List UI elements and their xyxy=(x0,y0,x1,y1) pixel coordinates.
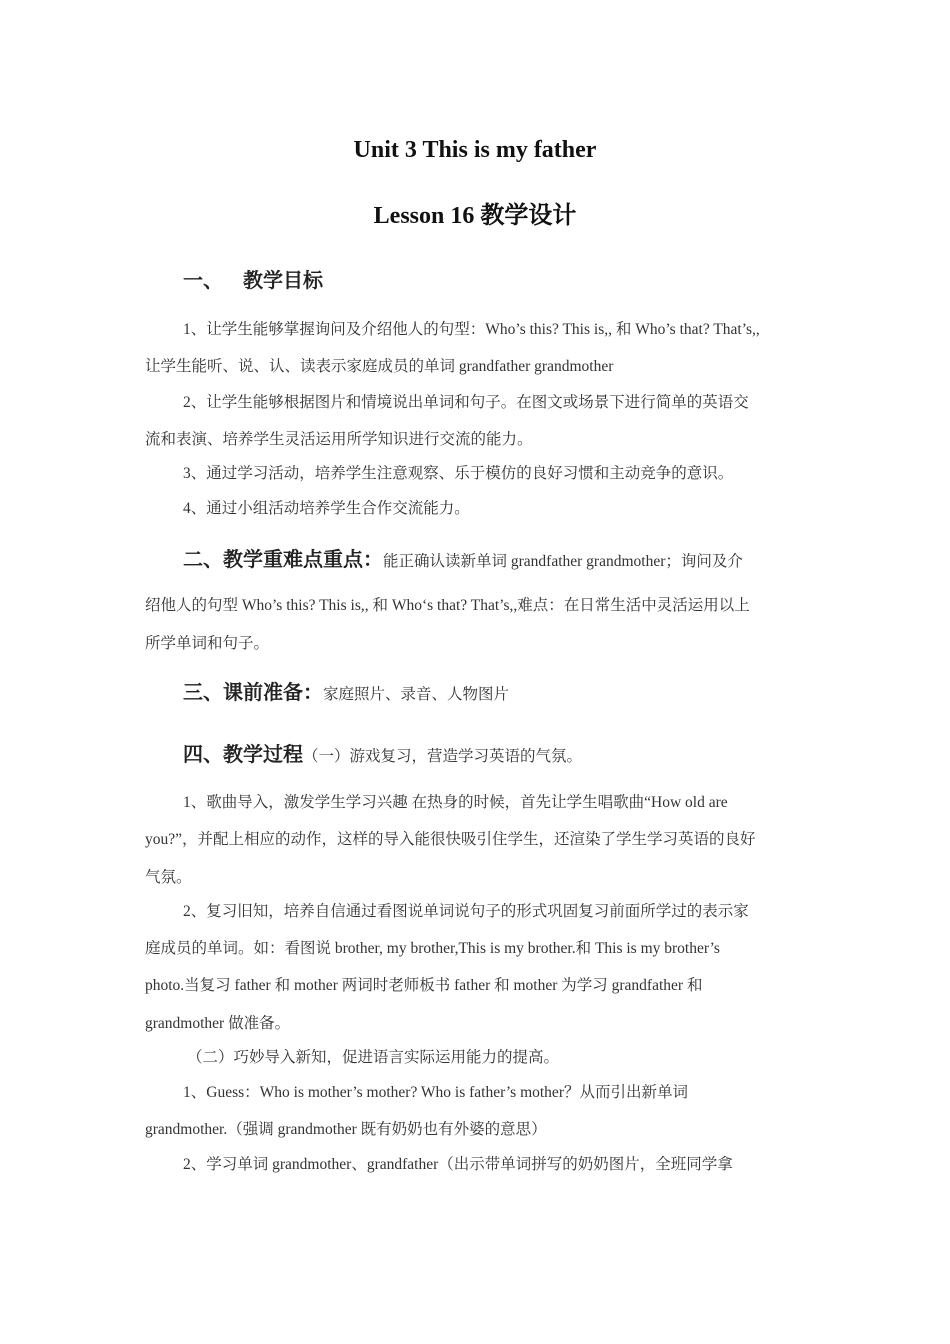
subsection-heading: （二）巧妙导入新知，促进语言实际运用能力的提高。 xyxy=(187,1049,560,1066)
section-3-heading-text: 三、课前准备： xyxy=(183,680,323,704)
paragraph-line: 气氛。 xyxy=(145,869,192,886)
document-subtitle: Lesson 16 教学设计 xyxy=(373,203,577,229)
section-4-heading xyxy=(183,740,582,771)
section-3-inline-text: 家庭照片、录音、人物图片 xyxy=(323,686,510,703)
paragraph-line: grandmother.（强调 grandmother 既有奶奶也有外婆的意思） xyxy=(145,1121,547,1138)
section-4-inline-text: （一）游戏复习，营造学习英语的气氛。 xyxy=(303,748,583,765)
paragraph-line: 让学生能听、说、认、读表示家庭成员的单词 grandfather grandmother xyxy=(145,358,614,375)
section-2-heading-text: 二、教学重难点重点： xyxy=(183,547,383,571)
paragraph-line: 2、复习旧知，培养自信通过看图说单词说句子的形式巩固复习前面所学过的表示家 xyxy=(183,903,749,920)
paragraph-line: 1、歌曲导入，激发学生学习兴趣 在热身的时候，首先让学生唱歌曲“How old are xyxy=(183,794,728,811)
paragraph-line: 所学单词和句子。 xyxy=(145,635,270,652)
section-3-heading xyxy=(183,678,509,709)
paragraph-line: 流和表演、培养学生灵活运用所学知识进行交流的能力。 xyxy=(145,431,533,448)
paragraph-line: 绍他人的句型 Who’s this? This is,, 和 Who‘s that? That’s,,难点：在日常生活中灵活运用以上 xyxy=(145,597,750,614)
section-1-heading xyxy=(183,266,323,294)
paragraph-line: you?”，并配上相应的动作，这样的导入能很快吸引住学生，还渲染了学生学习英语的良好 xyxy=(145,831,756,848)
section-1-heading-text: 教学目标 xyxy=(243,268,323,292)
section-2-heading xyxy=(183,545,743,576)
paragraph-line: 2、让学生能够根据图片和情境说出单词和句子。在图文或场景下进行简单的英语交 xyxy=(183,394,749,411)
section-4-heading-text: 四、教学过程 xyxy=(183,742,303,766)
paragraph-line: 庭成员的单词。如：看图说 brother, my brother,This is my brother.和 This is my brother’s xyxy=(145,940,720,957)
paragraph-line: 1、Guess：Who is mother’s mother? Who is father’s mother？从而引出新单词 xyxy=(183,1084,688,1101)
paragraph-line: 2、学习单词 grandmother、grandfather（出示带单词拼写的奶奶图片，全班同学拿 xyxy=(183,1156,733,1173)
paragraph-line: photo.当复习 father 和 mother 两词时老师板书 father 和 mother 为学习 grandfather 和 xyxy=(145,977,703,994)
paragraph-line: 4、通过小组活动培养学生合作交流能力。 xyxy=(183,500,470,517)
section-1-heading-number: 一、 xyxy=(183,268,223,292)
paragraph-line: 1、让学生能够掌握询问及介绍他人的句型：Who’s this? This is,, 和 Who’s that? That’s,, xyxy=(183,321,760,338)
paragraph-line: grandmother 做准备。 xyxy=(145,1015,291,1032)
paragraph-line: 3、通过学习活动，培养学生注意观察、乐于模仿的良好习惯和主动竞争的意识。 xyxy=(183,465,734,482)
section-2-inline-text: 能正确认读新单词 grandfather grandmother；询问及介 xyxy=(383,553,743,570)
document-title: Unit 3 This is my father xyxy=(353,137,597,163)
